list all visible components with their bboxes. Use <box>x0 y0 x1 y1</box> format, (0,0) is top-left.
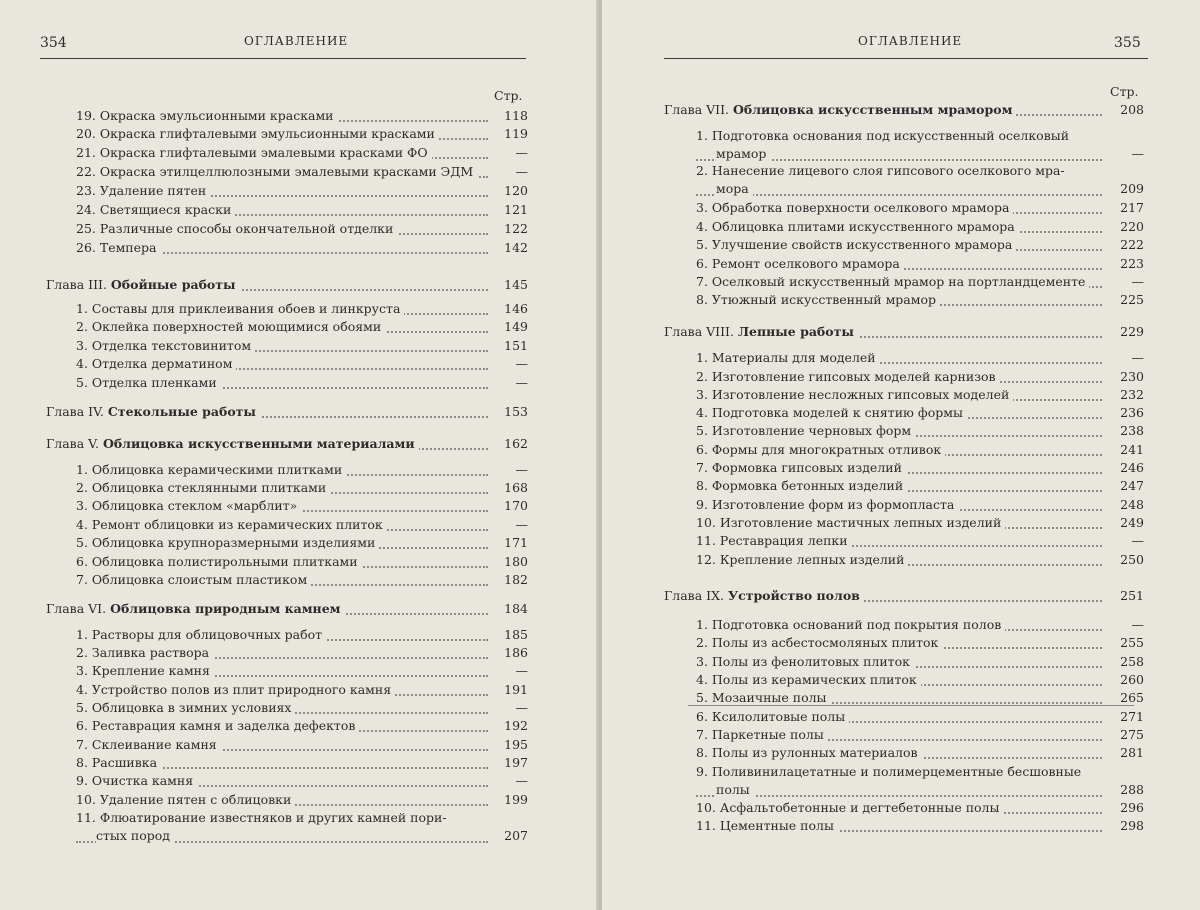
entry-title: 5. Мозаичные полы <box>696 690 831 705</box>
toc-entry <box>0 663 598 681</box>
entry-title-line2: мрамор <box>716 146 770 161</box>
entry-title: 3. Облицовка стеклом «марблит» <box>76 498 301 513</box>
toc-entry <box>0 375 598 393</box>
entry-page-number: 168 <box>504 480 528 495</box>
entry-title: 25. Различные способы окончательной отделки <box>76 221 397 236</box>
toc-entry <box>0 319 598 337</box>
entry-title: 1. Материалы для моделей <box>696 350 880 365</box>
header-rule <box>40 58 526 59</box>
toc-entry <box>0 737 598 755</box>
entry-title: 10. Изготовление мастичных лепных изделий <box>696 515 1005 530</box>
entry-page-number: 260 <box>1120 672 1144 687</box>
toc-entry <box>0 202 598 220</box>
entry-page-number: 250 <box>1120 552 1144 567</box>
toc-chapter <box>0 277 598 295</box>
entry-page-number: — <box>1131 533 1144 548</box>
chapter-heading <box>46 436 419 451</box>
toc-entry <box>602 128 1200 164</box>
toc-entry <box>602 369 1200 387</box>
entry-page-number: 258 <box>1120 654 1144 669</box>
toc-entry <box>602 745 1200 763</box>
chapter-number: Глава III. <box>46 277 107 292</box>
entry-page-number: — <box>515 700 528 715</box>
toc-entry <box>0 221 598 239</box>
toc-entry <box>0 145 598 163</box>
chapter-number: Глава VII. <box>664 102 730 117</box>
entry-page-number: 251 <box>1120 588 1144 603</box>
chapter-title: Устройство полов <box>727 588 860 603</box>
right-page <box>602 0 1200 910</box>
toc-chapter <box>602 588 1200 606</box>
chapter-heading <box>664 588 864 603</box>
entry-title: 2. Заливка раствора <box>76 645 213 660</box>
entry-title: 7. Оселковый искусственный мрамор на портландцементе <box>696 274 1089 289</box>
entry-page-number: 246 <box>1120 460 1144 475</box>
entry-page-number: 142 <box>504 240 528 255</box>
chapter-heading <box>664 102 1016 117</box>
page-number: 354 <box>40 35 67 51</box>
entry-title-line1: 1. Подготовка основания под искусственный оселковый <box>696 128 1073 143</box>
entry-page-number: 232 <box>1120 387 1144 402</box>
entry-title: 3. Обработка поверхности оселкового мрамора <box>696 200 1013 215</box>
entry-title: 7. Облицовка слоистым пластиком <box>76 572 311 587</box>
chapter-number: Глава VIII. <box>664 324 734 339</box>
toc-entry <box>602 219 1200 237</box>
entry-page-number: — <box>515 773 528 788</box>
entry-title: 8. Расшивка <box>76 755 161 770</box>
entry-title-line1: 11. Флюатирование известняков и других камней пори- <box>76 810 451 825</box>
left-page <box>0 0 598 910</box>
entry-page-number: — <box>515 356 528 371</box>
entry-page-number: 170 <box>504 498 528 513</box>
entry-page-number: 185 <box>504 627 528 642</box>
toc-chapter <box>0 404 598 422</box>
entry-title-line1: 9. Поливинилацетатные и полимерцементные бесшовные <box>696 764 1085 779</box>
toc-entry <box>602 617 1200 635</box>
entry-page-number: 255 <box>1120 635 1144 650</box>
toc-entry <box>0 755 598 773</box>
toc-entry <box>602 800 1200 818</box>
dot-leader <box>696 194 1102 196</box>
entry-page-number: 184 <box>504 601 528 616</box>
toc-entry <box>602 405 1200 423</box>
entry-title: 4. Полы из керамических плиток <box>696 672 921 687</box>
toc-chapter <box>602 324 1200 342</box>
entry-page-number: 195 <box>504 737 528 752</box>
entry-page-number: 209 <box>1120 181 1144 196</box>
entry-title: 12. Крепление лепных изделий <box>696 552 908 567</box>
entry-title: 3. Отделка текстовинитом <box>76 338 255 353</box>
entry-page-number: 191 <box>504 682 528 697</box>
entry-title: 20. Окраска глифталевыми эмульсионными красками <box>76 126 439 141</box>
entry-page-number: 145 <box>504 277 528 292</box>
entry-title: 5. Изготовление черновых форм <box>696 423 915 438</box>
pencil-underline <box>688 705 1134 706</box>
entry-title: 4. Ремонт облицовки из керамических плиток <box>76 517 387 532</box>
entry-page-number: 146 <box>504 301 528 316</box>
entry-title: 26. Темпера <box>76 240 161 255</box>
toc-entry <box>0 792 598 810</box>
entry-title: 11. Цементные полы <box>696 818 838 833</box>
toc-entry <box>0 572 598 590</box>
entry-title: 3. Изготовление несложных гипсовых моделей <box>696 387 1013 402</box>
toc-entry <box>0 498 598 516</box>
entry-page-number: 171 <box>504 535 528 550</box>
entry-title-line2: полы <box>716 782 754 797</box>
toc-entry <box>0 645 598 663</box>
entry-title: 11. Реставрация лепки <box>696 533 852 548</box>
dot-leader <box>696 795 1102 797</box>
entry-title: 5. Облицовка в зимних условиях <box>76 700 295 715</box>
entry-page-number: 238 <box>1120 423 1144 438</box>
entry-title: 1. Составы для приклеивания обоев и линкруста <box>76 301 404 316</box>
entry-page-number: 222 <box>1120 237 1144 252</box>
entry-page-number: 122 <box>504 221 528 236</box>
chapter-heading <box>46 601 345 616</box>
toc-entry <box>0 462 598 480</box>
entry-title: 4. Облицовка плитами искусственного мрамора <box>696 219 1019 234</box>
entry-page-number: 217 <box>1120 200 1144 215</box>
entry-title: 2. Полы из асбестосмоляных плиток <box>696 635 942 650</box>
chapter-title: Облицовка природным камнем <box>110 601 341 616</box>
entry-page-number: 271 <box>1120 709 1144 724</box>
entry-page-number: 197 <box>504 755 528 770</box>
toc-entry <box>0 700 598 718</box>
entry-title: 1. Подготовка оснований под покрытия полов <box>696 617 1005 632</box>
entry-page-number: 298 <box>1120 818 1144 833</box>
toc-entry <box>602 654 1200 672</box>
running-header: ОГЛАВЛЕНИЕ <box>858 34 963 48</box>
entry-page-number: 249 <box>1120 515 1144 530</box>
chapter-number: Глава VI. <box>46 601 107 616</box>
entry-page-number: — <box>515 663 528 678</box>
entry-page-number: 119 <box>504 126 528 141</box>
entry-title: 5. Облицовка крупноразмерными изделиями <box>76 535 379 550</box>
entry-title: 9. Очистка камня <box>76 773 197 788</box>
toc-entry <box>602 350 1200 368</box>
entry-title: 5. Отделка пленками <box>76 375 221 390</box>
page-column-header: Стр. <box>1110 84 1139 99</box>
toc-entry <box>602 423 1200 441</box>
entry-title: 7. Паркетные полы <box>696 727 828 742</box>
toc-entry <box>602 387 1200 405</box>
toc-entry <box>0 517 598 535</box>
toc-entry <box>602 478 1200 496</box>
entry-page-number: 151 <box>504 338 528 353</box>
entry-title: 6. Облицовка полистирольными плитками <box>76 554 362 569</box>
chapter-title: Стекольные работы <box>107 404 256 419</box>
entry-page-number: — <box>1131 617 1144 632</box>
entry-title: 1. Облицовка керамическими плитками <box>76 462 346 477</box>
toc-entry <box>602 533 1200 551</box>
toc-entry <box>0 535 598 553</box>
toc-entry <box>0 356 598 374</box>
entry-page-number: — <box>1131 146 1144 161</box>
entry-page-number: 225 <box>1120 292 1144 307</box>
entry-page-number: 230 <box>1120 369 1144 384</box>
entry-title: 21. Окраска глифталевыми эмалевыми красками ФО <box>76 145 432 160</box>
toc-entry <box>602 256 1200 274</box>
entry-page-number: 220 <box>1120 219 1144 234</box>
entry-page-number: — <box>515 164 528 179</box>
entry-title: 3. Крепление камня <box>76 663 214 678</box>
toc-entry <box>602 515 1200 533</box>
chapter-number: Глава V. <box>46 436 99 451</box>
entry-page-number: 229 <box>1120 324 1144 339</box>
running-header: ОГЛАВЛЕНИЕ <box>244 34 349 48</box>
entry-title-line2: мора <box>716 181 753 196</box>
entry-page-number: 118 <box>504 108 528 123</box>
toc-chapter <box>0 601 598 619</box>
toc-chapter <box>0 436 598 454</box>
entry-page-number: — <box>1131 274 1144 289</box>
toc-entry <box>602 442 1200 460</box>
chapter-title: Облицовка искусственным мрамором <box>733 102 1013 117</box>
toc-entry <box>0 773 598 791</box>
entry-page-number: 265 <box>1120 690 1144 705</box>
entry-title: 23. Удаление пятен <box>76 183 210 198</box>
toc-entry <box>602 274 1200 292</box>
toc-entry <box>0 627 598 645</box>
entry-page-number: 149 <box>504 319 528 334</box>
chapter-heading <box>46 277 240 292</box>
toc-entry <box>0 301 598 319</box>
entry-title: 6. Реставрация камня и заделка дефектов <box>76 718 359 733</box>
toc-entry <box>602 552 1200 570</box>
entry-title: 8. Утюжный искусственный мрамор <box>696 292 940 307</box>
toc-entry <box>0 682 598 700</box>
chapter-heading <box>664 324 858 339</box>
toc-entry <box>602 497 1200 515</box>
toc-entry <box>0 554 598 572</box>
entry-page-number: 182 <box>504 572 528 587</box>
entry-page-number: — <box>515 145 528 160</box>
toc-entry <box>602 237 1200 255</box>
entry-title: 24. Светящиеся краски <box>76 202 235 217</box>
entry-page-number: — <box>515 462 528 477</box>
toc-entry <box>602 764 1200 800</box>
entry-title: 6. Ксилолитовые полы <box>696 709 849 724</box>
entry-page-number: — <box>1131 350 1144 365</box>
chapter-heading <box>46 404 260 419</box>
toc-entry <box>0 810 598 846</box>
entry-title: 2. Изготовление гипсовых моделей карнизов <box>696 369 1000 384</box>
entry-page-number: 288 <box>1120 782 1144 797</box>
entry-page-number: 296 <box>1120 800 1144 815</box>
chapter-number: Глава IX. <box>664 588 724 603</box>
entry-page-number: 223 <box>1120 256 1144 271</box>
entry-page-number: — <box>515 375 528 390</box>
entry-title: 7. Формовка гипсовых изделий <box>696 460 906 475</box>
entry-page-number: 247 <box>1120 478 1144 493</box>
entry-page-number: 275 <box>1120 727 1144 742</box>
toc-entry <box>602 163 1200 199</box>
toc-entry <box>602 292 1200 310</box>
toc-chapter <box>602 102 1200 120</box>
entry-title: 6. Формы для многократных отливок <box>696 442 945 457</box>
entry-title: 22. Окраска этилцеллюлозными эмалевыми красками ЭДМ <box>76 164 477 179</box>
toc-entry <box>0 338 598 356</box>
entry-title: 4. Подготовка моделей к снятию формы <box>696 405 967 420</box>
entry-title: 10. Удаление пятен с облицовки <box>76 792 295 807</box>
entry-title: 5. Улучшение свойств искусственного мрамора <box>696 237 1016 252</box>
chapter-title: Обойные работы <box>110 277 236 292</box>
toc-entry <box>602 727 1200 745</box>
entry-page-number: 248 <box>1120 497 1144 512</box>
toc-entry <box>602 709 1200 727</box>
toc-entry <box>602 635 1200 653</box>
entry-page-number: 180 <box>504 554 528 569</box>
chapter-title: Облицовка искусственными материалами <box>102 436 415 451</box>
toc-entry <box>0 183 598 201</box>
entry-title: 3. Полы из фенолитовых плиток <box>696 654 914 669</box>
toc-entry <box>602 818 1200 836</box>
toc-entry <box>0 126 598 144</box>
entry-page-number: 207 <box>504 828 528 843</box>
entry-title: 8. Формовка бетонных изделий <box>696 478 907 493</box>
entry-page-number: 153 <box>504 404 528 419</box>
entry-title: 7. Склеивание камня <box>76 737 221 752</box>
entry-page-number: — <box>515 517 528 532</box>
header-rule <box>664 58 1148 59</box>
entry-title: 8. Полы из рулонных материалов <box>696 745 922 760</box>
entry-title: 10. Асфальтобетонные и дегтебетонные полы <box>696 800 1003 815</box>
entry-title-line2: стых пород <box>96 828 174 843</box>
entry-title: 4. Устройство полов из плит природного камня <box>76 682 395 697</box>
entry-title: 1. Растворы для облицовочных работ <box>76 627 326 642</box>
entry-title-line1: 2. Нанесение лицевого слоя гипсового оселкового мра- <box>696 163 1069 178</box>
entry-page-number: 186 <box>504 645 528 660</box>
entry-page-number: 192 <box>504 718 528 733</box>
entry-title: 19. Окраска эмульсионными красками <box>76 108 338 123</box>
entry-page-number: 121 <box>504 202 528 217</box>
page-number: 355 <box>1114 35 1141 51</box>
toc-entry <box>0 164 598 182</box>
entry-page-number: 236 <box>1120 405 1144 420</box>
entry-page-number: 162 <box>504 436 528 451</box>
toc-entry <box>602 200 1200 218</box>
entry-page-number: 120 <box>504 183 528 198</box>
entry-title: 9. Изготовление форм из формопласта <box>696 497 958 512</box>
entry-title: 2. Оклейка поверхностей моющимися обоями <box>76 319 385 334</box>
toc-entry <box>602 460 1200 478</box>
entry-page-number: 199 <box>504 792 528 807</box>
toc-entry <box>0 480 598 498</box>
entry-title: 2. Облицовка стеклянными плитками <box>76 480 330 495</box>
chapter-number: Глава IV. <box>46 404 104 419</box>
toc-entry <box>0 240 598 258</box>
entry-page-number: 241 <box>1120 442 1144 457</box>
page-column-header: Стр. <box>494 88 523 103</box>
entry-title: 6. Ремонт оселкового мрамора <box>696 256 904 271</box>
toc-entry <box>0 108 598 126</box>
entry-page-number: 208 <box>1120 102 1144 117</box>
entry-page-number: 281 <box>1120 745 1144 760</box>
toc-entry <box>602 672 1200 690</box>
entry-title: 4. Отделка дерматином <box>76 356 236 371</box>
toc-entry <box>0 718 598 736</box>
chapter-title: Лепные работы <box>737 324 854 339</box>
